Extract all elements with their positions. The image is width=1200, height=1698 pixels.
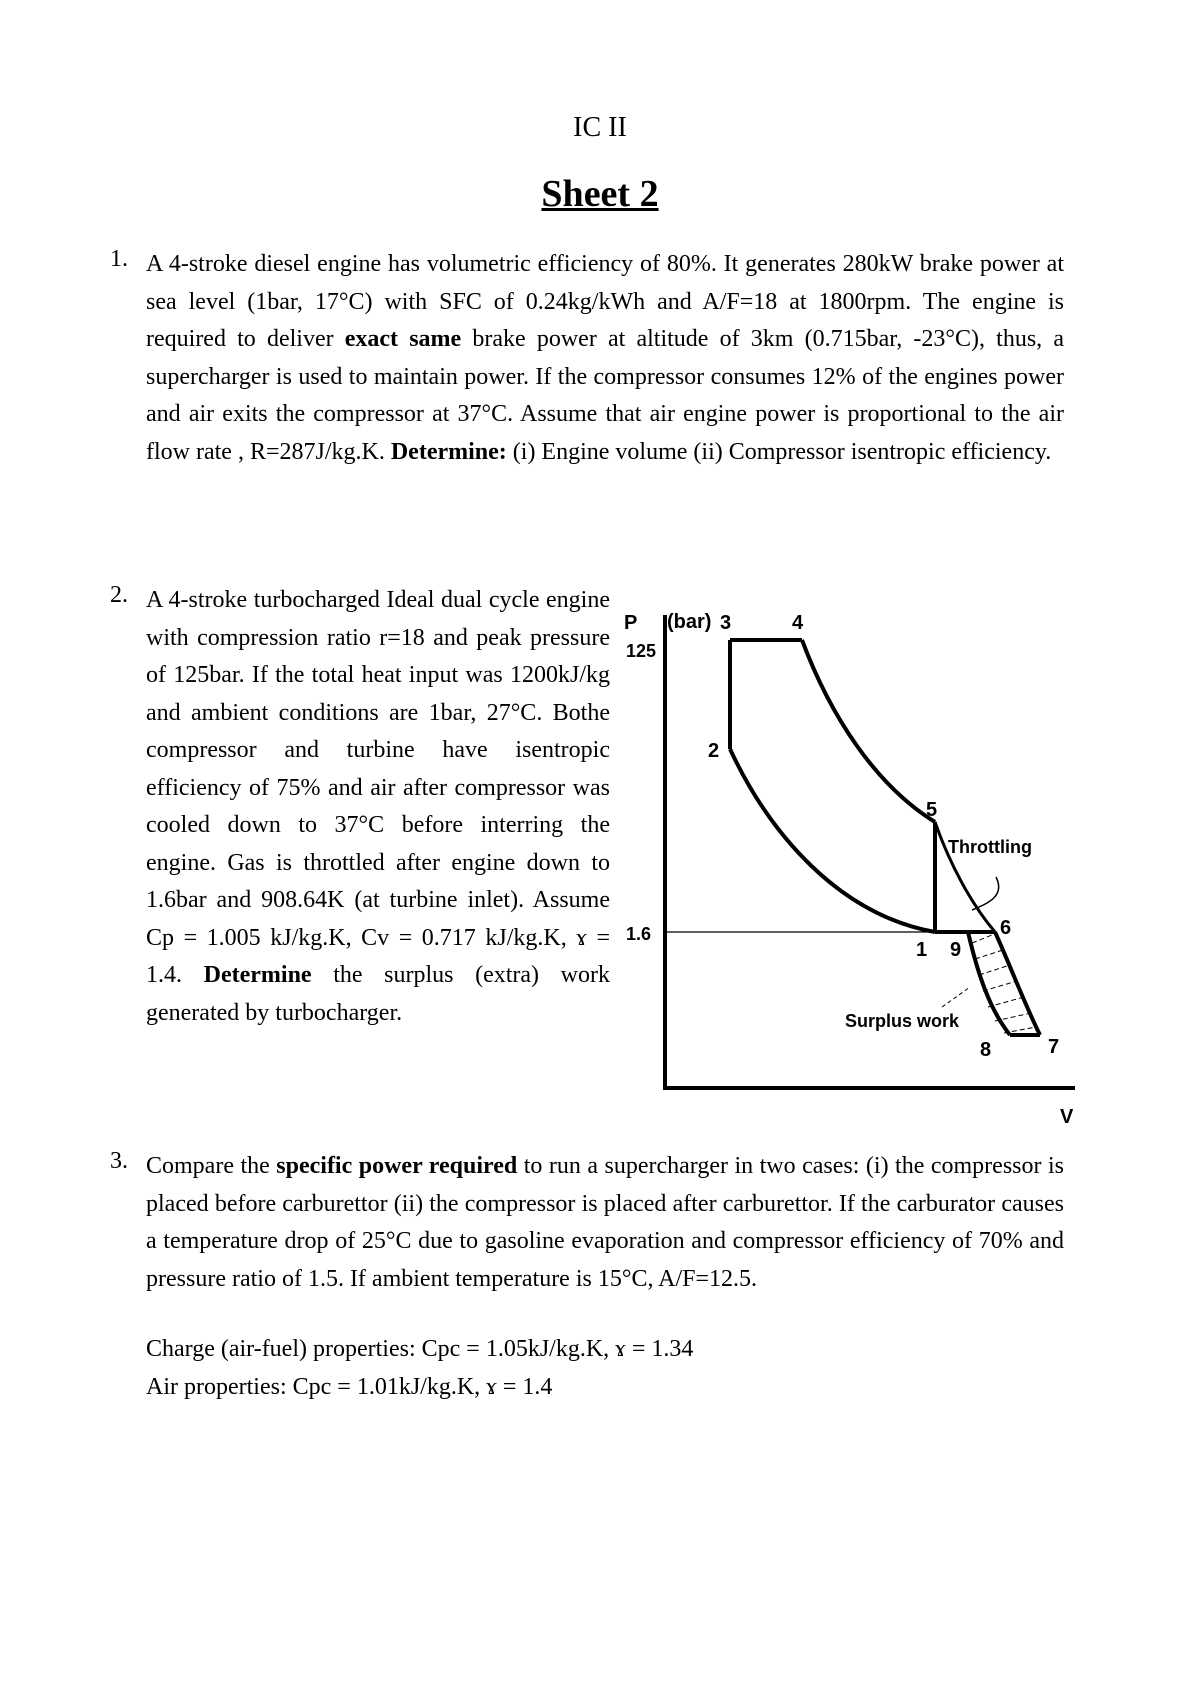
problem-3-text: Compare the specific power required to run a supercharger in two cases: (i) the compressor is placed before carburettor (ii) the compressor is placed after carburettor. If the carburator causes a temperature drop of 25°C due to gasoline evaporation and compressor efficiency of 70% and pressure ratio of 1.5. If ambient temperature is 15°C, A/F=12.5. [146, 1153, 1064, 1292]
problem-1-number: 1. [110, 246, 128, 272]
problem-1-bold-2: Determine: [390, 438, 507, 465]
point-1-label: 1 [916, 939, 928, 961]
problem-3-number: 3. [110, 1148, 128, 1174]
problem-3-bold: specific power required [276, 1153, 518, 1179]
surplus-pointer [942, 987, 970, 1007]
pv-diagram [620, 595, 1080, 1135]
throttling-label: Throttling [948, 837, 1032, 857]
p-low-label: 1.6 [626, 924, 652, 944]
point-2-label: 2 [708, 740, 720, 762]
course-code: IC II [573, 112, 627, 143]
problem-2-number: 2. [110, 582, 128, 608]
problem-2-bold: Determine [203, 962, 312, 988]
problem-1-text: A 4-stroke diesel engine has volumetric efficiency of 80%. It generates 280kW brake power at sea level (1bar, 17°C) with SFC of 0.24kg/kWh and A/F=18 at 1800rpm. The engine is required to deliver exact same brake power at altitude of 3km (0.715bar, -23°C), thus, a supercharger is used to maintain power. If the compressor consumes 12% of the engines power and air exits the compressor at 37°C. Assume that air engine power is proportional to the air flow rate , R=287J/kg.K. Determine: (i) Engine volume (ii) Compressor isentropic efficiency. [146, 251, 1064, 465]
air-properties: Air properties: Cpc = 1.01kJ/kg.K, ɤ = 1.4 [146, 1374, 553, 1400]
problem-1-bold-1: exact same [344, 326, 462, 352]
expansion-curve [802, 640, 938, 822]
compression-curve [730, 749, 938, 932]
point-5-label: 5 [926, 799, 938, 821]
y-axis-label: P [624, 612, 638, 634]
p-high-label: 125 [626, 641, 657, 661]
x-axis-label: V [1060, 1106, 1074, 1128]
turbine-expansion-6-7 [995, 932, 1040, 1035]
sheet-title: Sheet 2 [541, 173, 659, 215]
point-8-label: 8 [980, 1039, 992, 1061]
problem-2-text: A 4-stroke turbocharged Ideal dual cycle engine with compression ratio r=18 and peak pressure of 125bar. If the total heat input was 1200kJ/kg and ambient conditions are 1bar, 27°C. Bothe compressor and turbine have isentropic efficiency of 75% and air after compressor was cooled down to 37°C before interring the engine. Gas is throttled after engine down to 1.6bar and 908.64K (at turbine inlet). Assume Cp = 1.005 kJ/kg.K, Cv = 0.717 kJ/kg.K, ɤ = 1.4. Determine the surplus (extra) work generated by turbocharger. [146, 587, 610, 1026]
point-4-label: 4 [792, 612, 804, 634]
point-6-label: 6 [1000, 917, 1012, 939]
point-7-label: 7 [1048, 1036, 1060, 1058]
point-3-label: 3 [720, 612, 732, 634]
point-9-label: 9 [950, 939, 962, 961]
surplus-work-label: Surplus work [845, 1011, 960, 1031]
charge-properties: Charge (air-fuel) properties: Cpc = 1.05kJ/kg.K, ɤ = 1.34 [146, 1336, 694, 1362]
y-unit-label: (bar) [667, 611, 712, 633]
